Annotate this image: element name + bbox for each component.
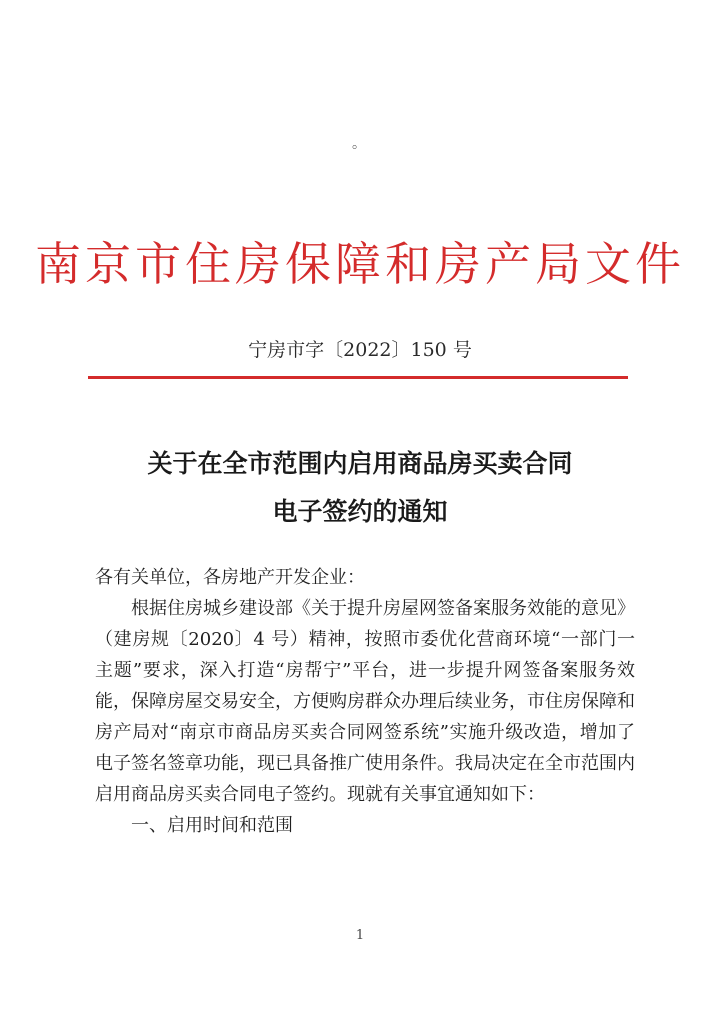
document-number: 宁房市字〔2022〕150 号	[248, 339, 472, 361]
document-body	[95, 562, 635, 841]
issuing-authority-header: 南京市住房保障和房产局文件	[35, 237, 685, 291]
document-title-line-2: 电子签约的通知	[272, 497, 448, 526]
red-separator-line	[88, 376, 628, 379]
document-title	[0, 440, 720, 536]
body-paragraph-1: 根据住房城乡建设部《关于提升房屋网签备案服务效能的意见》（建房规〔2020〕4 号）精神，按照市委优化营商环境“一部门一主题”要求，深入打造“房帮宁”平台，进一步提升网签备案服务效能，保障房屋交易安全，方便购房群众办理后续业务，市住房保障和房产局对“南京市商品房买卖合同网签系统”实施升级改造，增加了电子签名签章功能，现已具备推广使用条件。我局决定在全市范围内启用商品房买卖合同电子签约。现就有关事宜通知如下：	[95, 598, 635, 805]
page-number: 1	[355, 928, 365, 943]
salutation: 各有关单位，各房地产开发企业：	[95, 567, 365, 588]
document-title-line-1: 关于在全市范围内启用商品房买卖合同	[147, 449, 573, 478]
scan-dot-mark: 。	[352, 136, 366, 152]
section-heading-1: 一、启用时间和范围	[131, 815, 293, 836]
